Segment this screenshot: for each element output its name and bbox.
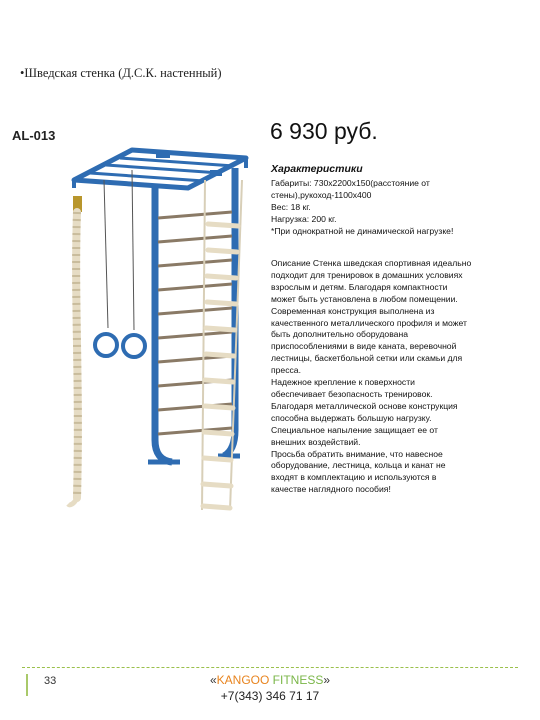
- description-line: лестницы, баскетбольной сетки или скамьи для: [271, 353, 463, 364]
- description-line: Благодаря металлической основе конструкция: [271, 400, 458, 411]
- contact-phone: +7(343) 346 71 17: [220, 689, 320, 703]
- description-line: качестве наглядного пособия!: [271, 484, 391, 495]
- product-description: [271, 258, 526, 496]
- description-line: Надежное крепление к поверхности: [271, 377, 415, 388]
- wall-bars-rungs: [158, 212, 232, 434]
- description-line: Современная конструкция выполнена из: [271, 305, 435, 316]
- page-number: 33: [44, 675, 57, 687]
- description-line: Просьба обратить внимание, что навесное: [271, 448, 443, 459]
- description-line: может быть установлена в любом помещении.: [271, 293, 458, 304]
- spec-line: Габариты: 730х2200х150(расстояние от: [271, 178, 430, 188]
- description-line: качественного металлического профиля и может: [271, 317, 467, 328]
- description-line: приспособлениями в виде каната, веревочной: [271, 341, 457, 352]
- spec-line: стены),рукоход-1100х400: [271, 190, 372, 200]
- description-line: пресса.: [271, 365, 301, 376]
- description-line: быть дополнительно оборудована: [271, 329, 408, 340]
- wall-bars-illustration: [60, 140, 250, 520]
- footer-divider: [22, 667, 518, 668]
- description-line: обеспечивает безопасность тренировок.: [271, 388, 433, 399]
- description-line: внешних воздействий.: [271, 436, 361, 447]
- climbing-rope: [68, 196, 82, 505]
- description-line: Специальное напыление защищает ее от: [271, 424, 438, 435]
- monkey-bars: [74, 150, 246, 188]
- description-line: Описание Стенка шведская спортивная идеально: [271, 258, 472, 268]
- brand-quote-open: «: [209, 673, 217, 687]
- brand-quote-close: »: [323, 673, 331, 687]
- brand-kangoo: KANGOO: [216, 673, 270, 687]
- brand-fitness: FITNESS: [269, 673, 324, 687]
- description-line: входят в комплектацию и используются в: [271, 472, 437, 483]
- description-line: оборудование, лестница, кольца и канат не: [271, 460, 446, 471]
- description-line: подходит для тренировок в домашних условиях: [271, 269, 463, 280]
- product-price: 6 930 руб.: [270, 118, 378, 144]
- specs-list: [271, 177, 521, 237]
- brand-name: [0, 673, 540, 687]
- product-code: AL-013: [12, 128, 56, 143]
- spec-line: *При однократной не динамической нагрузке!: [271, 226, 454, 236]
- description-line: взрослым и детям. Благодаря компактности: [271, 281, 448, 292]
- page-heading: •Шведская стенка (Д.С.К. настенный): [20, 66, 222, 80]
- description-line: способна выдержать большую нагрузку.: [271, 412, 432, 423]
- specs-title: Характеристики: [271, 163, 363, 175]
- gymnastic-rings: [95, 170, 145, 357]
- spec-line: Нагрузка: 200 кг.: [271, 214, 337, 224]
- spec-line: Вес: 18 кг.: [271, 202, 311, 212]
